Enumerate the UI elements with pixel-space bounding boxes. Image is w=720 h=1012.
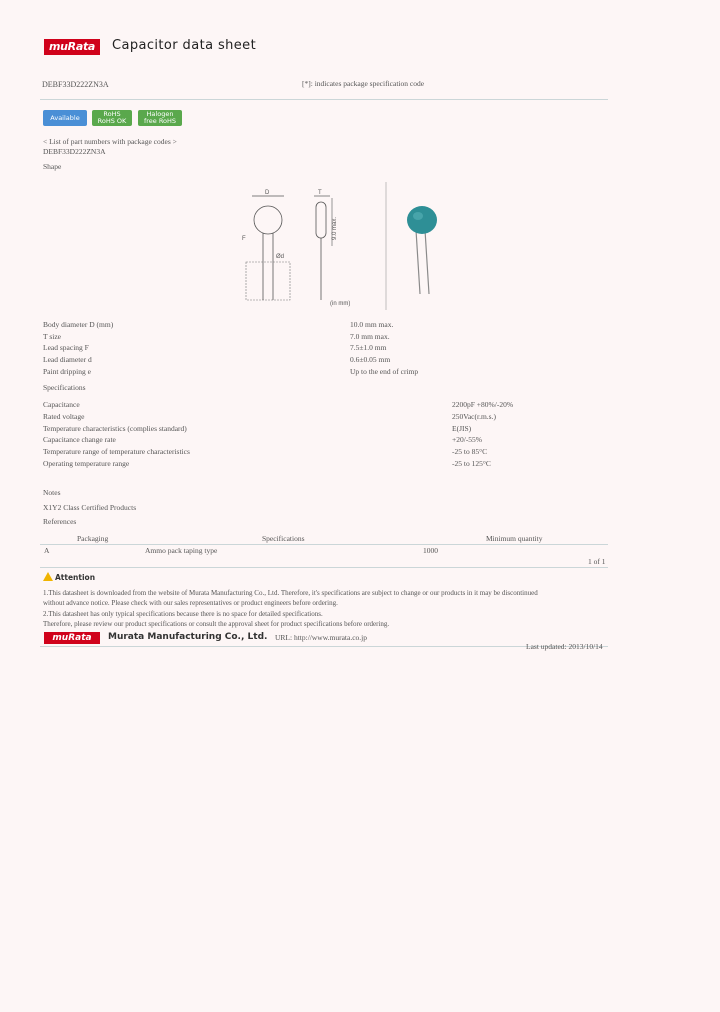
pkg-header-packaging: Packaging [77, 534, 109, 543]
attention-divider [40, 567, 608, 568]
spec-row-4-value: -25 to 85°C [452, 447, 488, 456]
package-code-notice: [*]: indicates package specification code [302, 79, 425, 88]
notes-heading: Notes [43, 488, 61, 497]
spec-row-4-label: Temperature range of temperature characteristics [43, 447, 190, 456]
company-url[interactable]: URL: http://www.murata.co.jp [275, 633, 367, 642]
dim-row-3-value: 0.6±0.05 mm [350, 355, 391, 364]
rohs-badge-bottom: RoHS OK [97, 117, 127, 125]
footer-divider [40, 646, 608, 647]
dim-row-4-label: Paint dripping e [43, 367, 91, 376]
dim-row-0-label: Body diameter D (mm) [43, 320, 114, 329]
warning-icon [43, 572, 53, 581]
capacitor-photo [398, 202, 444, 296]
references-heading: References [43, 517, 77, 526]
spec-row-5-label: Operating temperature range [43, 459, 130, 468]
dim-row-3-label: Lead diameter d [43, 355, 92, 364]
spec-row-5-value: -25 to 125°C [452, 459, 491, 468]
part-number: DEBF33D222ZN3A [42, 80, 109, 89]
specifications-heading: Specifications [43, 383, 86, 392]
shape-heading: Shape [43, 162, 62, 171]
attention-line-2: without advance notice. Please check with our sales representatives or product engineers before ordering. [43, 599, 338, 607]
dim-row-4-value: Up to the end of crimp [350, 367, 419, 376]
pkg-row-code: A [44, 546, 50, 555]
part-list-item[interactable]: DEBF33D222ZN3A [43, 147, 106, 156]
attention-line-4: Therefore, please review our product specifications or consult the approval sheet for product specifications before ordering. [43, 620, 390, 628]
pkg-table-divider [40, 544, 608, 545]
header-divider [40, 99, 608, 100]
dim-row-0-value: 10.0 mm max. [350, 320, 394, 329]
attention-title: Attention [55, 573, 96, 582]
drawing-label-d: D [265, 190, 270, 196]
drawing-label-t: T [318, 190, 322, 196]
dimension-drawing [232, 180, 392, 312]
dim-row-2-label: Lead spacing F [43, 343, 89, 352]
company-name: Murata Manufacturing Co., Ltd. [108, 632, 268, 642]
spec-row-1-value: 250Vac(r.m.s.) [452, 412, 496, 421]
pkg-row-qty: 1000 [423, 546, 438, 555]
spec-row-2-label: Temperature characteristics (complies standard) [43, 424, 187, 433]
available-badge: Available [43, 110, 87, 126]
drawing-label-height: 9.0 max. [332, 216, 338, 240]
footer-murata-logo: muRata [44, 632, 100, 644]
spec-row-3-label: Capacitance change rate [43, 435, 116, 444]
spec-row-0-value: 2200pF +80%/-20% [452, 400, 514, 409]
murata-logo: muRata [44, 39, 100, 55]
page-title: Capacitor data sheet [112, 38, 257, 53]
last-updated: Last updated: 2013/10/14 [526, 642, 603, 651]
spec-row-2-value: E(JIS) [452, 424, 472, 433]
spec-row-1-label: Rated voltage [43, 412, 85, 421]
spec-row-3-value: +20/-55% [452, 435, 483, 444]
rohs-badge-top: RoHS [103, 110, 121, 118]
pkg-row-spec: Ammo pack taping type [145, 546, 218, 555]
dim-row-1-value: 7.0 mm max. [350, 332, 390, 341]
part-list-heading: < List of part numbers with package codes > [43, 137, 177, 146]
dim-row-1-label: T size [43, 332, 61, 341]
drawing-label-e: F [242, 236, 246, 242]
page-indicator: 1 of 1 [588, 557, 606, 566]
spec-row-0-label: Capacitance [43, 400, 80, 409]
attention-line-1: 1.This datasheet is downloaded from the website of Murata Manufacturing Co., Ltd. Therefore, it's specifications are subject to change or our products in it may be discontinued [43, 589, 538, 597]
rohs-badge [92, 110, 132, 126]
pkg-header-min-qty: Minimum quantity [486, 534, 543, 543]
halogen-badge-top: Halogen [146, 110, 174, 118]
halogen-free-badge [138, 110, 182, 126]
pkg-header-specifications: Specifications [262, 534, 305, 543]
notes-text: X1Y2 Class Certified Products [43, 503, 137, 512]
halogen-badge-bottom: free RoHS [143, 117, 177, 125]
dim-row-2-value: 7.5±1.0 mm [350, 343, 387, 352]
drawing-label-phi-d: Ød [276, 254, 285, 260]
drawing-unit: (in mm) [330, 301, 351, 307]
attention-line-3: 2.This datasheet has only typical specifications because there is no space for detailed specifications. [43, 610, 323, 618]
